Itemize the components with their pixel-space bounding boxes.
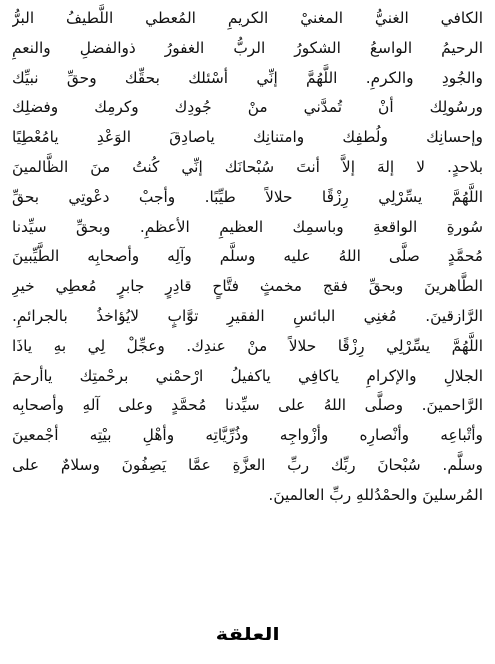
text-line-2: الرحيمُ الواسعُ الشكورُ الربُّ الغفورُ ذوالفضلِ والنعمِ [12,38,483,57]
text-line-4: ورسُولِك أنْ تُمدَّني منْ جُودِك وكرمِك وفضلِك [12,98,483,117]
text-line-1: الكافي الغنيُّ المغنيْ الكريمِ المُعطي اللَّطيفُ البرُّ [12,9,483,27]
text-line-7: اللَّهُمَّ يسِّرْلِي رِزْقًا حلالاً طيِّبًا. وأجبْ دعْوتِي بحقِّ [12,187,483,206]
section-title-text: العلقة [215,625,280,645]
text-line-9: مُحمَّدٍ صلَّى اللهُ عليه وسلَّم وآلِه وأصحابِه الطَّيِّبينَ [12,247,483,266]
text-line-3: والجُودِ والكرمِ. اللَّهُمَّ إنِّي أسْئلك بحقِّك وحقِّ نبيِّك [12,68,483,87]
text-line-14: الرَّاحمينَ. وصلَّى اللهُ على سيِّدنا مُحمَّدٍ وعلى آلهِ وأصحابِه [12,396,483,415]
prayer-text-block [12,4,483,600]
text-line-5: وإحسانِك ولُطفِك وامتنانِك ياصادِقَ الوَعْدِ يامُعْطِيًا [12,128,483,147]
text-line-17: المُرسلينَ والحمْدُللهِ ربِّ العالمينَ. [268,485,483,504]
text-line-8: سُورةِ الواقعةِ وباسمِك العظيمِ الأعظمِ. وبحقِّ سيِّدنا [12,217,483,236]
text-line-6: بلاحدٍ. لا إلهَ إلاَّ أنتَ سُبْحانَك إنِّي كُنتُ منَ الظَّالمينَ [12,157,483,176]
text-line-12: اللَّهُمَّ يسِّرْلِي رِزْقًا حلالاً منْ عندِك. وعجِّلْ لِي بهِ ياذَا [12,336,483,355]
text-line-13: الجلالِ والإكرامِ ياكافِي ياكفيلُ ارْحمْني برحْمتِك ياأرحمَ [12,366,483,385]
text-line-11: الرَّازقينَ. مُغنِي البائسِ الفقيرِ توَّابٍ لايُؤاخذُ بالجرائمِ. [12,306,483,325]
text-line-16: وسلَّم. سُبْحانَ ربِّك ربِّ العزَّةِ عمَّا يَصِفُونَ وسلامٌ على [12,455,483,474]
text-line-15: وأتْباعِه وأنْصارِه وأزْواجِه وذُرِّيَّاتِه وأهْلِ بيْتِه أجْمعينَ [12,426,483,445]
text-line-10: الطَّاهرينَ وبحقِّ فقج مخمثٍ فتَّاحٍ قادِرٍ جابرٍ مُعطِي خيرِ [12,277,483,296]
section-title [0,618,495,652]
